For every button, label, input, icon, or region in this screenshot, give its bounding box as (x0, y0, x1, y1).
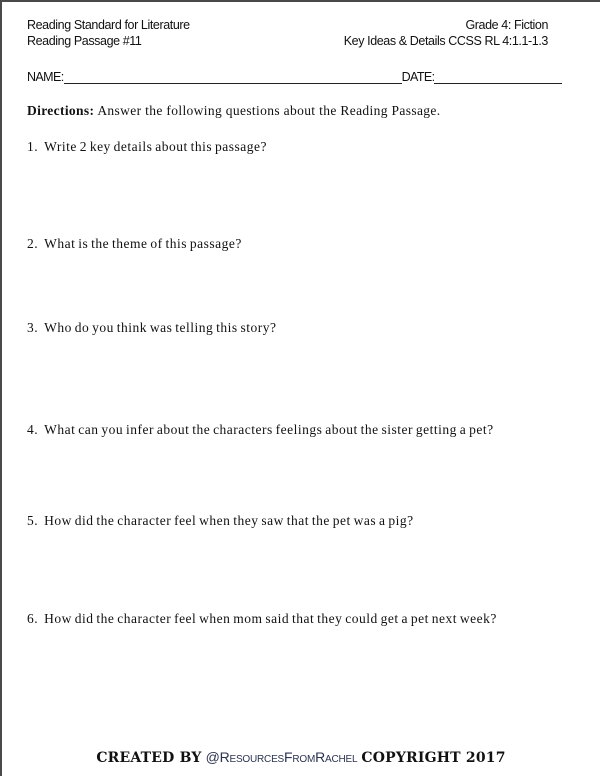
question-4 (27, 420, 547, 439)
name-date-row (27, 70, 567, 84)
ccss-standard: Key Ideas & Details CCSS RL 4:1.1-1.3 (343, 34, 548, 48)
header-left (27, 17, 190, 49)
question-2 (27, 234, 547, 253)
name-label: NAME: (27, 70, 64, 84)
directions-label: Directions: (27, 103, 95, 118)
question-number: 3. (27, 320, 39, 335)
question-text: What is the theme of this passage? (44, 236, 242, 251)
standard-title: Reading Standard for Literature (27, 18, 190, 32)
question-text: How did the character feel when mom said that they could get a pet next week? (44, 611, 497, 626)
question-text: How did the character feel when they saw that the pet was a pig? (44, 513, 414, 528)
created-by-label: CREATED BY (96, 750, 202, 766)
question-number: 2. (27, 236, 39, 251)
header-right (344, 17, 548, 49)
answer-space-5[interactable] (27, 534, 547, 604)
directions-text: Answer the following questions about the Reading Passage. (94, 103, 441, 118)
footer-credit (2, 749, 600, 767)
copyright-label: COPYRIGHT 2017 (361, 750, 506, 766)
question-text: Write 2 key details about this passage? (44, 139, 268, 154)
question-number: 5. (27, 513, 39, 528)
answer-space-2[interactable] (27, 257, 547, 317)
answer-space-3[interactable] (27, 341, 547, 416)
author-handle: @ResourcesFromRachel (205, 749, 358, 765)
question-number: 1. (27, 139, 39, 154)
question-text: Who do you think was telling this story? (44, 320, 277, 335)
question-6 (27, 609, 547, 628)
question-number: 4. (27, 422, 39, 437)
passage-number: Reading Passage #11 (27, 34, 142, 48)
date-label: DATE: (401, 70, 435, 84)
question-5 (27, 511, 547, 530)
answer-space-6[interactable] (27, 652, 547, 737)
answer-space-4[interactable] (27, 462, 547, 507)
answer-space-1[interactable] (27, 160, 547, 230)
question-number: 6. (27, 611, 39, 626)
question-text: What can you infer about the characters feelings about the sister getting a pet? (44, 422, 494, 437)
name-field[interactable] (64, 71, 402, 84)
question-1 (27, 137, 547, 156)
date-field[interactable] (434, 71, 562, 84)
question-3 (27, 318, 547, 337)
directions (27, 103, 440, 119)
grade-label: Grade 4: Fiction (465, 18, 548, 32)
